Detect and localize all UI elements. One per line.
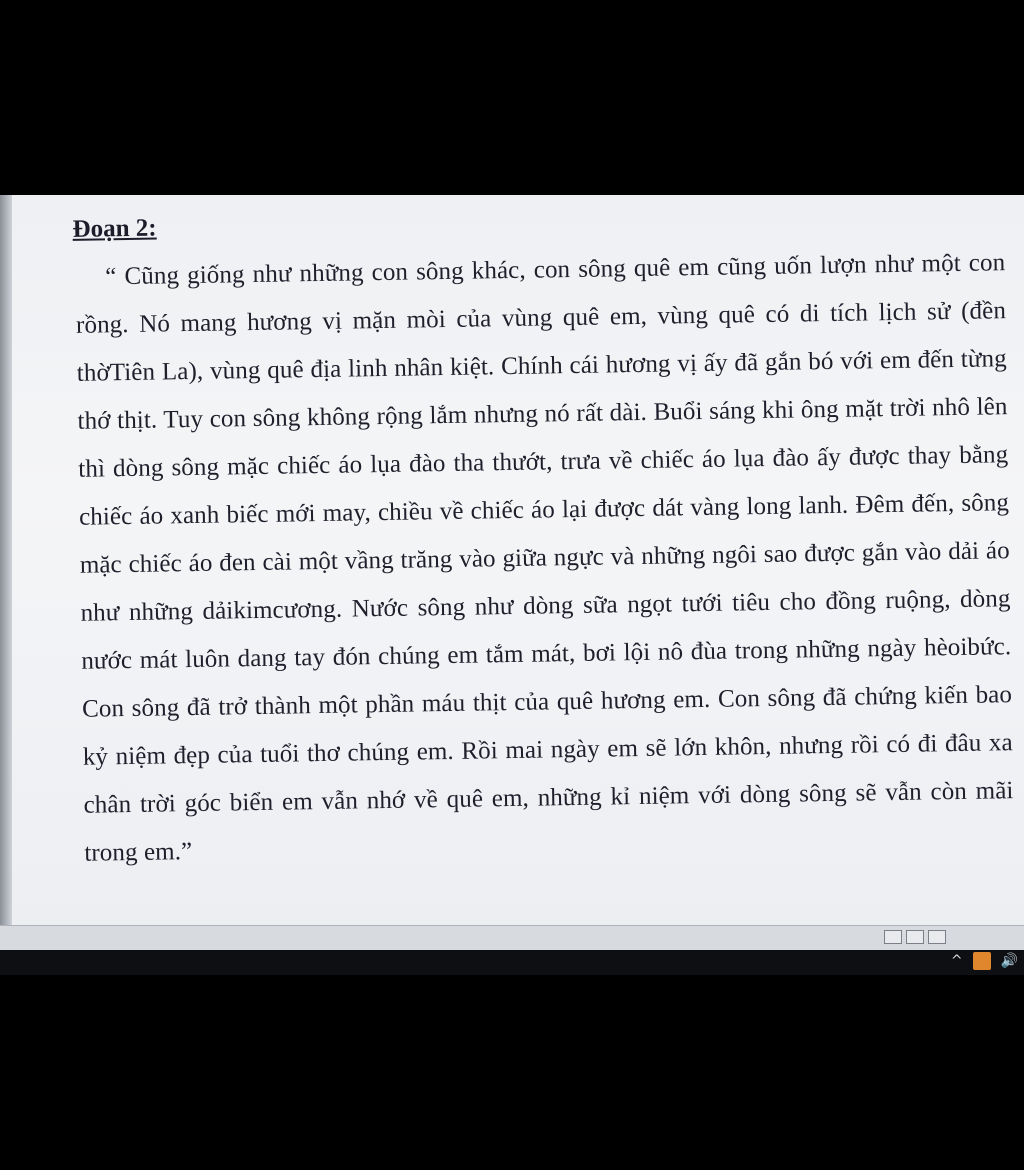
word-document-window [0,195,1024,950]
chevron-up-icon[interactable]: ^ [950,953,963,969]
body-paragraph: “ Cũng giống như những con sông khác, con sông quê em cũng uốn lượn như một con rồng. Nó mang hương vị mặn mòi của vùng quê em, vùng quê có di tích lịch sử (đền thờTiên La), vùng quê địa linh nhân kiệt. Chính cái hương vị ấy đã gắn bó với em đến từng thớ thịt. Tuy con sông không rộng lắm nhưng nó rất dài. Buổi sáng khi ông mặt trời nhô lên thì dòng sông mặc chiếc áo lụa đào tha thướt, trưa về chiếc áo lụa đào ấy được thay bằng chiếc áo xanh biếc mới may, chiều về chiếc áo lại được dát vàng long lanh. Đêm đến, sông mặc chiếc áo đen cài một vầng trăng vào giữa ngực và những ngôi sao được gắn vào dải áo như những dảikimcương. Nước sông như dòng sữa ngọt tưới tiêu cho đồng ruộng, dòng nước mát luôn dang tay đón chúng em tắm mát, bơi lội nô đùa trong những ngày hèoibức. Con sông đã trở thành một phần máu thịt của quê hương em. Con sông đã chứng kiến bao kỷ niệm đẹp của tuổi thơ chúng em. Rồi mai ngày em sẽ lớn khôn, nhưng rồi có đi đâu xa chân trời góc biển em vẫn nhớ về quê em, những kỉ niệm với dòng sông sẽ vẫn còn mãi trong em.” [75,249,1014,867]
taskbar [0,950,1024,975]
speaker-icon[interactable]: 🔊 [1000,953,1018,969]
app-icon[interactable] [973,952,991,970]
print-layout-icon[interactable] [884,930,902,944]
view-mode-buttons [884,930,946,944]
status-bar [0,925,1024,950]
full-screen-reading-icon[interactable] [906,930,924,944]
document-page[interactable] [0,195,1024,950]
section-heading: Đoạn 2: [72,214,157,243]
system-tray [951,952,1018,970]
web-layout-icon[interactable] [928,930,946,944]
